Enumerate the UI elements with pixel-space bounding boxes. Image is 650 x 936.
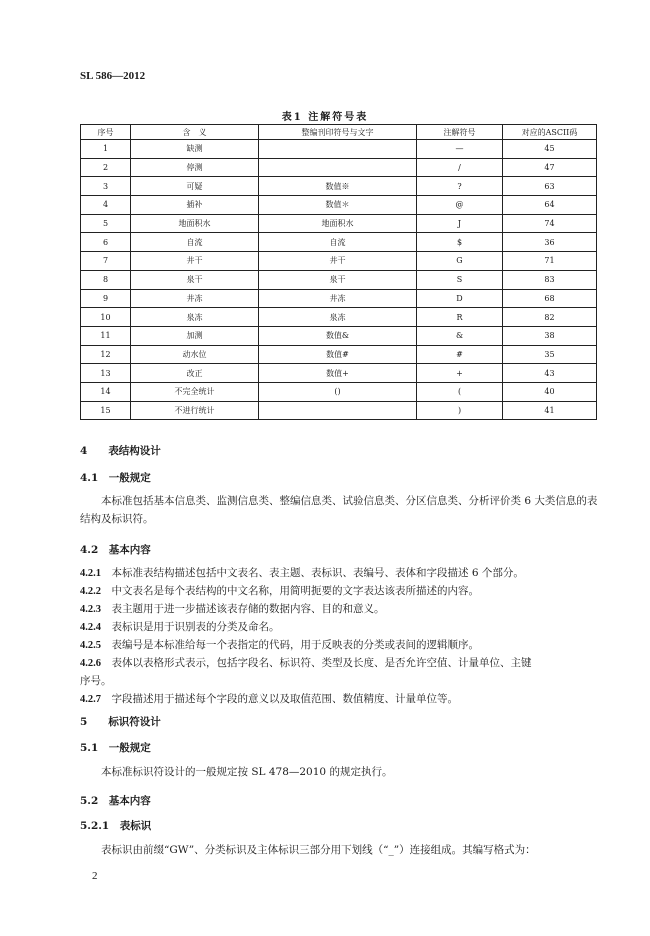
table-row: [81, 252, 597, 271]
table-row: [81, 196, 597, 215]
table-cell: R: [417, 308, 503, 327]
section-5-2-heading: 5.2 基本内容: [80, 795, 151, 807]
table-cell: 可疑: [131, 177, 259, 196]
table-cell: 45: [503, 140, 597, 159]
table-cell: 36: [503, 233, 597, 252]
table-cell: 不完全统计: [131, 382, 259, 401]
table-header-row: [81, 125, 597, 140]
table-cell: (: [417, 382, 503, 401]
table-cell: 插补: [131, 196, 259, 215]
table-cell: 不进行统计: [131, 401, 259, 420]
section-4-heading: 4 表结构设计: [80, 445, 161, 457]
table-row: [81, 382, 597, 401]
table-cell: J: [417, 214, 503, 233]
table-cell: 74: [503, 214, 597, 233]
table-cell: 数值※: [259, 177, 417, 196]
table-cell: 井干: [131, 252, 259, 271]
annotation-symbol-table: [80, 124, 597, 420]
table-cell: (): [259, 382, 417, 401]
table-cell: 14: [81, 382, 131, 401]
table-cell: G: [417, 252, 503, 271]
table-cell: 13: [81, 364, 131, 383]
table-cell: 6: [81, 233, 131, 252]
table-cell: #: [417, 345, 503, 364]
table-cell: 3: [81, 177, 131, 196]
table-row: [81, 214, 597, 233]
table-cell: D: [417, 289, 503, 308]
table-cell: 井冻: [131, 289, 259, 308]
table-cell: 停测: [131, 158, 259, 177]
table-cell: 71: [503, 252, 597, 271]
table-title: 表1 注解符号表: [281, 112, 369, 123]
section-5-1-heading: 5.1 一般规定: [80, 742, 151, 754]
table-row: [81, 345, 597, 364]
table-cell: 数值#: [259, 345, 417, 364]
table-cell: 动水位: [131, 345, 259, 364]
table-cell: 泉干: [259, 270, 417, 289]
list-item: 4.2.4 表标识是用于识别表的分类及命名。: [80, 621, 280, 633]
table-cell: ): [417, 401, 503, 420]
table-cell: 井干: [259, 252, 417, 271]
table-cell: 改正: [131, 364, 259, 383]
table-cell: 38: [503, 326, 597, 345]
table-cell: /: [417, 158, 503, 177]
table-cell: ?: [417, 177, 503, 196]
table-row: [81, 177, 597, 196]
list-item: 4.2.6 表体以表格形式表示，包括字段名、标识符、类型及长度、是否允许空值、计量单位、主键: [80, 657, 532, 669]
list-item: 4.2.1 本标准表结构描述包括中文表名、表主题、表标识、表编号、表体和字段描述 6 个部分。: [80, 567, 524, 579]
col-header: 含 义: [131, 125, 259, 140]
table-cell: —: [417, 140, 503, 159]
table-cell: 10: [81, 308, 131, 327]
table-cell: 15: [81, 401, 131, 420]
col-header: 对应的ASCII码: [503, 125, 597, 140]
table-body: [81, 140, 597, 420]
table-cell: 8: [81, 270, 131, 289]
list-item: 4.2.7 字段描述用于描述每个字段的意义以及取值范围、数值精度、计量单位等。: [80, 693, 458, 705]
table-row: [81, 308, 597, 327]
section-5-heading: 5 标识符设计: [80, 716, 161, 728]
list-item: 4.2.5 表编号是本标准给每一个表指定的代码，用于反映表的分类或表间的逻辑顺序。: [80, 639, 479, 651]
table-cell: 40: [503, 382, 597, 401]
table-cell: 64: [503, 196, 597, 215]
section-4-2-heading: 4.2 基本内容: [80, 544, 151, 556]
table-cell: 缺测: [131, 140, 259, 159]
table-row: [81, 233, 597, 252]
table-cell: 数值&: [259, 326, 417, 345]
table-cell: 11: [81, 326, 131, 345]
col-header: 序号: [81, 125, 131, 140]
list-item: 4.2.2 中文表名是每个表结构的中文名称，用简明扼要的文字表达该表所描述的内容。: [80, 585, 479, 597]
table-row: [81, 289, 597, 308]
table-cell: 7: [81, 252, 131, 271]
table-cell: 地面积水: [259, 214, 417, 233]
col-header: 注解符号: [417, 125, 503, 140]
section-5-1-text: 本标准标识符设计的一般规定按 SL 478—2010 的规定执行。: [101, 766, 393, 778]
table-row: [81, 364, 597, 383]
list-item-continuation: 序号。: [80, 675, 112, 687]
section-4-1-text: 本标准包括基本信息类、监测信息类、整编信息类、试验信息类、分区信息类、分析评价类 6 大类信息的表结构及标识符。: [80, 495, 598, 525]
table-cell: $: [417, 233, 503, 252]
table-cell: 47: [503, 158, 597, 177]
table-cell: 68: [503, 289, 597, 308]
table-cell: 1: [81, 140, 131, 159]
table-cell: 自流: [131, 233, 259, 252]
table-cell: 2: [81, 158, 131, 177]
table-cell: 12: [81, 345, 131, 364]
table-cell: 泉冻: [131, 308, 259, 327]
table-cell: 泉干: [131, 270, 259, 289]
section-5-2-1-text: 表标识由前缀“GW”、分类标识及主体标识三部分用下划线（“_”）连接组成。其编写格式为：: [101, 844, 536, 856]
table-cell: +: [417, 364, 503, 383]
table-cell: 35: [503, 345, 597, 364]
table-cell: S: [417, 270, 503, 289]
table-cell: 5: [81, 214, 131, 233]
table-cell: 自流: [259, 233, 417, 252]
table-cell: 83: [503, 270, 597, 289]
table-row: [81, 140, 597, 159]
table-row: [81, 401, 597, 420]
list-item: 4.2.3 表主题用于进一步描述该表存储的数据内容、目的和意义。: [80, 603, 385, 615]
table-row: [81, 270, 597, 289]
table-cell: 43: [503, 364, 597, 383]
table-cell: &: [417, 326, 503, 345]
page-number: 2: [92, 870, 98, 882]
section-5-2-1-heading: 5.2.1 表标识: [80, 820, 152, 832]
table-cell: 数值+: [259, 364, 417, 383]
table-cell: 数值＊: [259, 196, 417, 215]
section-4-1-heading: 4.1 一般规定: [80, 472, 151, 484]
table-cell: 9: [81, 289, 131, 308]
table-cell: 加测: [131, 326, 259, 345]
table-cell: [259, 401, 417, 420]
table-cell: 井冻: [259, 289, 417, 308]
table-cell: 82: [503, 308, 597, 327]
table-cell: [259, 140, 417, 159]
standard-code: SL 586—2012: [80, 70, 146, 82]
col-header: 整编刊印符号与文字: [259, 125, 417, 140]
table-row: [81, 326, 597, 345]
table-cell: [259, 158, 417, 177]
table-cell: 63: [503, 177, 597, 196]
table-cell: @: [417, 196, 503, 215]
table-row: [81, 158, 597, 177]
table-cell: 地面积水: [131, 214, 259, 233]
table-cell: 4: [81, 196, 131, 215]
table-cell: 41: [503, 401, 597, 420]
table-cell: 泉冻: [259, 308, 417, 327]
